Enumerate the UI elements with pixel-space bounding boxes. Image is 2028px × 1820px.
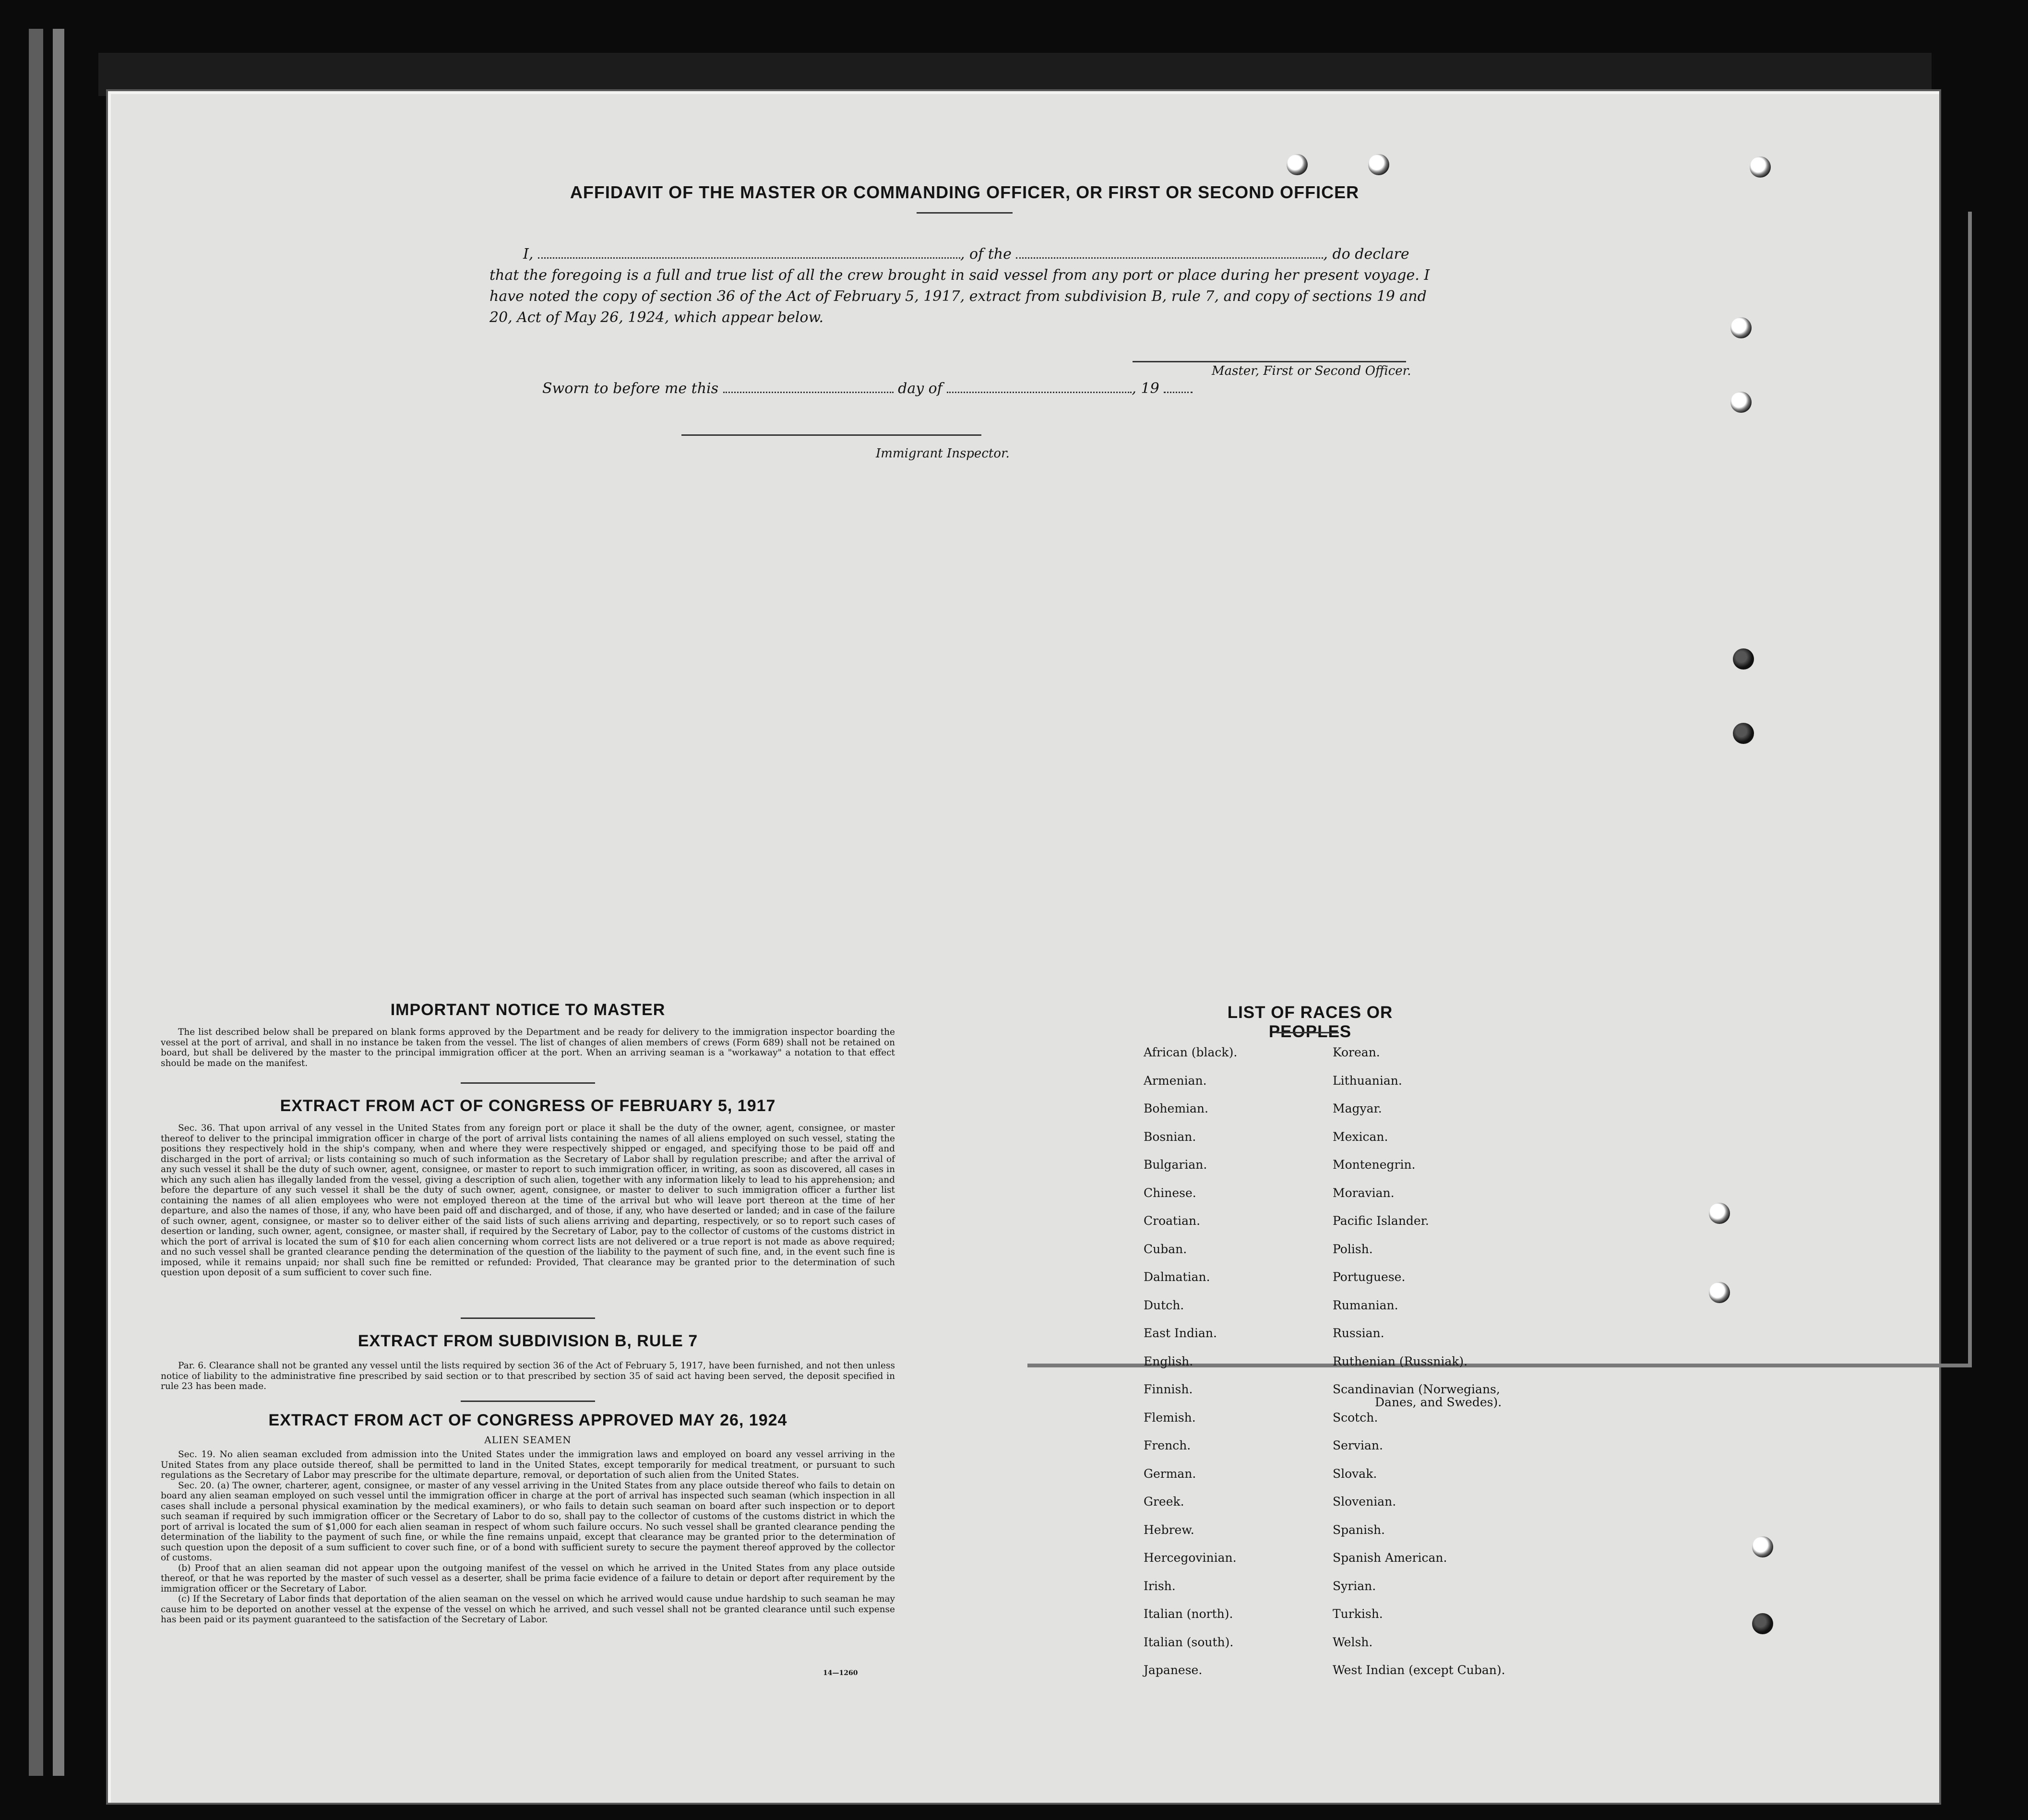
extract-1917-title: EXTRACT FROM ACT OF CONGRESS OF FEBRUARY 5, 1917	[280, 1097, 776, 1115]
race-item: Turkish.	[1333, 1607, 1383, 1621]
i-label: I,	[523, 246, 534, 263]
race-item: Scandinavian (Norwegians,	[1333, 1382, 1500, 1396]
race-item: Lithuanian.	[1333, 1073, 1402, 1088]
section-divider	[461, 1317, 595, 1319]
punch-hole	[1733, 723, 1754, 744]
race-item: English.	[1144, 1354, 1193, 1368]
sec20c-paragraph: (c) If the Secretary of Labor finds that deportation of the alien seaman on the vessel on which he arrived would cause undue hardship to such seaman he may cause him to be deported on another vessel at the expense of the vessel on which he arrived, and such vessel shall not be granted clearance until such expense has been paid or its payment guaranteed to the satisfaction of the Secretary of Labor.	[161, 1594, 895, 1625]
race-item: Dutch.	[1144, 1298, 1184, 1312]
race-item: Korean.	[1333, 1045, 1380, 1059]
extract-rule7-text	[161, 1361, 895, 1392]
sworn-line	[542, 380, 1193, 397]
race-item: African (black).	[1144, 1045, 1238, 1059]
race-item: Irish.	[1144, 1579, 1176, 1593]
title-rule	[917, 212, 1013, 214]
punch-hole	[1730, 317, 1752, 338]
punch-hole	[1750, 156, 1771, 178]
declaration-body: that the foregoing is a full and true list of all the crew brought in said vessel from any port or place during her present voyage. I have noted the copy of section 36 of the Act of February 5, 1917, extract from subdivision B, rule 7, and copy of sections 19 and 20, Act of May 26, 1924, which appear below.	[489, 267, 1430, 326]
sec20b-paragraph: (b) Proof that an alien seaman did not appear upon the outgoing manifest of the vessel on which he arrived in the United States from any place outside thereof, or that he was reported by the master of such vessel as a deserter, shall be prima facie evidence of a failure to detain or deport after requirement by the immigration officer or the Secretary of Labor.	[161, 1563, 895, 1594]
notice-title: IMPORTANT NOTICE TO MASTER	[390, 1001, 666, 1019]
master-label: Master, First or Second Officer.	[1212, 364, 1411, 378]
sworn-year-field[interactable]	[1164, 392, 1193, 393]
race-item: Polish.	[1333, 1242, 1373, 1256]
of-the-label: , of the	[960, 246, 1012, 263]
affidavit-title: AFFIDAVIT OF THE MASTER OR COMMANDING OFFICER, OR FIRST OR SECOND OFFICER	[570, 182, 1360, 202]
race-item: Rumanian.	[1333, 1298, 1398, 1312]
punch-hole	[1752, 1536, 1773, 1557]
inspector-label: Immigrant Inspector.	[876, 446, 1010, 461]
race-item: Cuban.	[1144, 1242, 1187, 1256]
declaration-line	[489, 244, 1440, 265]
race-item: Flemish.	[1144, 1410, 1196, 1425]
extract-1924-title: EXTRACT FROM ACT OF CONGRESS APPROVED MAY 26, 1924	[268, 1411, 787, 1429]
races-column-1	[1144, 1045, 1237, 1691]
race-item: Syrian.	[1333, 1579, 1376, 1593]
par6-paragraph: Par. 6. Clearance shall not be granted any vessel until the lists required by section 36 of the Act of February 5, 1917, have been furnished, and not then unless notice of liability to the administrative fine prescribed by said section or to that prescribed by section 35 of said act having been served, the deposit specified in rule 23 has been made.	[161, 1361, 895, 1391]
race-item: Bosnian.	[1144, 1129, 1196, 1144]
affidavit-body	[489, 244, 1440, 328]
master-signature-line[interactable]	[1133, 361, 1406, 362]
race-item: Bulgarian.	[1144, 1158, 1207, 1172]
race-item: Montenegrin.	[1333, 1158, 1416, 1172]
race-item: Greek.	[1144, 1495, 1184, 1509]
punch-hole	[1368, 154, 1389, 175]
punch-hole	[1733, 648, 1754, 670]
race-item: Spanish American.	[1333, 1551, 1447, 1565]
sec20a-paragraph: Sec. 20. (a) The owner, charterer, agent, consignee, or master of any vessel arriving in the United States from any place outside thereof who fails to detain on board any alien seaman employed on such vessel until the immigration officer in charge at the port of arrival has inspected such seaman (which inspection in all cases shall include a personal physical examination by the medical examiners), or who fails to detain such seaman on board after such inspection or to deport such seaman if required by such immigration officer or the Secretary of Labor to do so, shall pay to the collector of customs of the customs district in which the port of arrival is located the sum of $1,000 for each alien seaman in respect of whom such failure occurs. No such vessel shall be granted clearance pending the determination of the liability to the payment of such fine, or while the fine remains unpaid, except that clearance may be granted prior to the determination of such question upon the deposit of a sum sufficient to cover such fine, or of a bond with sufficient surety to secure the payment thereof approved by the collector of customs.	[161, 1480, 895, 1563]
punch-hole	[1709, 1203, 1730, 1224]
section-divider	[461, 1401, 595, 1402]
inspector-signature-line[interactable]	[681, 434, 981, 436]
sec19-paragraph: Sec. 19. No alien seaman excluded from admission into the United States under the immigration laws and employed on board any vessel arriving in the United States from any place outside thereof, shall be permitted to land in the United States, except temporarily for medical treatment, or pursuant to such regulations as the Secretary of Labor may prescribe for the ultimate departure, removal, or deportation of such alien from the United States.	[161, 1449, 895, 1480]
form-number: 14—1260	[823, 1669, 858, 1677]
notice-text	[161, 1027, 895, 1068]
race-item: Hercegovinian.	[1144, 1551, 1237, 1565]
punch-hole	[1752, 1613, 1773, 1634]
vessel-field[interactable]	[1016, 257, 1323, 259]
race-item: Welsh.	[1333, 1635, 1373, 1649]
race-item: Moravian.	[1333, 1185, 1395, 1200]
race-item: Chinese.	[1144, 1185, 1196, 1200]
punch-hole	[1709, 1282, 1730, 1303]
races-column-2	[1333, 1045, 1505, 1691]
races-title: LIST OF RACES OR PEOPLES	[1227, 1003, 1393, 1041]
race-item: Magyar.	[1333, 1102, 1382, 1115]
binding-strip	[98, 53, 1932, 96]
section-divider	[461, 1082, 595, 1084]
extract-1924-text	[161, 1449, 895, 1625]
sworn-day-field[interactable]	[723, 392, 894, 393]
page-stack-edge	[53, 29, 64, 1776]
race-item: Italian (north).	[1144, 1607, 1233, 1621]
race-item: Italian (south).	[1144, 1635, 1234, 1649]
race-item: Croatian.	[1144, 1214, 1201, 1228]
page-stack-edge	[29, 29, 43, 1776]
race-item: Armenian.	[1144, 1073, 1207, 1088]
race-item: Pacific Islander.	[1333, 1214, 1429, 1228]
race-item: Hebrew.	[1144, 1522, 1194, 1537]
race-item: German.	[1144, 1466, 1196, 1481]
punch-hole	[1287, 154, 1308, 175]
punch-hole	[1730, 392, 1752, 413]
alien-seamen-subtitle: ALIEN SEAMEN	[484, 1434, 572, 1446]
race-item: Japanese.	[1144, 1663, 1203, 1677]
race-item: French.	[1144, 1438, 1191, 1452]
extract-rule7-title: EXTRACT FROM SUBDIVISION B, RULE 7	[358, 1332, 698, 1350]
race-item-continuation: Danes, and Swedes).	[1375, 1395, 1502, 1409]
race-item: Mexican.	[1333, 1129, 1388, 1144]
race-item: Spanish.	[1333, 1522, 1385, 1537]
race-item: Slovak.	[1333, 1466, 1377, 1481]
extract-1917-text	[161, 1123, 895, 1278]
race-item: Ruthenian (Russniak).	[1333, 1354, 1468, 1368]
race-item: Bohemian.	[1144, 1102, 1208, 1115]
race-item: Dalmatian.	[1144, 1270, 1210, 1284]
sworn-month-field[interactable]	[947, 392, 1132, 393]
sworn-prefix: Sworn to before me this	[542, 380, 719, 397]
year-label: , 19	[1132, 380, 1159, 397]
sec36-paragraph: Sec. 36. That upon arrival of any vessel in the United States from any foreign port or place it shall be the duty of the owner, agent, consignee, or master thereof to deliver to the principal immigration officer in charge of the port of arrival lists containing the names of all aliens employed on such vessel, stating the positions they respectively hold in the ship's company, when and where they were respectively shipped or engaged, and specifying those to be paid off and discharged in the port of arrival; or lists containing so much of such information as the Secretary of Labor shall by regulation prescribe; and after the arrival of any such vessel it shall be the duty of such owner, agent, consignee, or master to report to such immigration officer, in writing, as soon as discovered, all cases in which any such alien has illegally landed from the vessel, giving a description of such alien, together with any information likely to lead to his apprehension; and before the departure of any such vessel it shall be the duty of such owner, agent, consignee, or master to deliver to such immigration officer a further list containing the names of all alien employees who were not employed thereon at the time of the arrival but who will leave port thereon at the time of her departure, and also the names of those, if any, who have been paid off and discharged, and of those, if any, who have deserted or landed; and in case of the failure of such owner, agent, consignee, or master so to deliver either of the said lists of such aliens arriving and departing, respectively, or so to report such cases of desertion or landing, such owner, agent, consignee, or master shall, if required by the Secretary of Labor, pay to the collector of customs of the customs district in which the port of arrival is located the sum of $10 for each alien concerning whom correct lists are not delivered or a true report is not made as above required; and no such vessel shall be granted clearance pending the determination of the question of the liability to the payment of such fine, and, in the event such fine is imposed, while it remains unpaid; nor shall such fine be remitted or refunded: Provided, That clearance may be granted prior to the determination of such question upon deposit of a sum sufficient to cover such fine.	[161, 1123, 895, 1278]
race-item: Servian.	[1333, 1438, 1383, 1452]
name-field[interactable]	[538, 257, 960, 259]
day-of-label: day of	[898, 380, 942, 397]
race-item: Finnish.	[1144, 1382, 1193, 1396]
race-item: West Indian (except Cuban).	[1333, 1663, 1505, 1677]
notice-paragraph: The list described below shall be prepared on blank forms approved by the Department and be ready for delivery to the immigration inspector boarding the vessel at the port of arrival, and shall in no instance be taken from the vessel. The list of changes of alien members of crews (Form 689) shall not be retained on board, but shall be delivered by the master to the principal immigration officer at the port. When an arriving seaman is a "workaway" a notation to that effect should be made on the manifest.	[161, 1027, 895, 1068]
declare-label: , do declare	[1323, 246, 1409, 263]
race-item: East Indian.	[1144, 1326, 1217, 1340]
race-item: Scotch.	[1333, 1410, 1378, 1425]
race-item: Portuguese.	[1333, 1270, 1406, 1284]
race-item: Russian.	[1333, 1326, 1384, 1340]
races-title-rule	[1276, 1032, 1339, 1033]
race-item: Slovenian.	[1333, 1495, 1396, 1509]
